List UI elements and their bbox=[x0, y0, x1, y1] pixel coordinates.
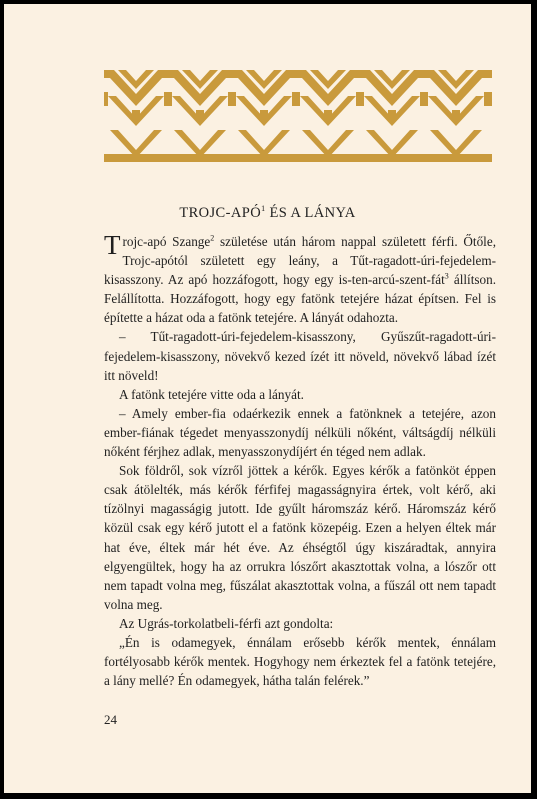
drop-cap: T bbox=[104, 230, 121, 260]
paragraph: – Tűt-ragadott-úri-fejedelem-kisasszony, Gyűszűt-ragadott-úri-fejedelem-kisasszony, növekvő kezed ízét itt növeld, növekvő lábad ízét itt növeld! bbox=[104, 329, 496, 383]
title-text: TROJC-APÓ bbox=[179, 204, 262, 221]
footnote-mark: 3 bbox=[444, 271, 449, 281]
paragraph: Sok földről, sok vízről jöttek a kérők. Egyes kérők a fatönköt éppen csak átölelték, más kérők férfifej magasságnyira értek, volt kérő, aki tízölnyi magasságig jutott. Ide gyűlt háromszáz kérő. Háromszáz kérő közül csak egy kérő jutott el a fatönk közepéig. Ezen a helyen éltek már hat éve, éltek már hét éve. Az éhségtől úgy kiszáradtak, annyira elgyengültek, hogy ha az orrukra lószőrt akasztottak volna, a lószőr ott nem tapadt volna meg, fűszálat akasztottak volna, a fűszál ott nem tapadt volna meg. bbox=[104, 463, 496, 612]
text-run: rojc-apó Szange bbox=[122, 234, 211, 249]
text-run: állítson. Felállította. Hozzáfogott, hogy egy fatönk tetejére házat építsen. Fel is építette a házat oda a fatönk tetejére. A lányát odahozta. bbox=[104, 272, 496, 326]
footnote-mark: 2 bbox=[210, 233, 215, 243]
folk-ornament-header bbox=[104, 70, 492, 162]
paragraph bbox=[104, 232, 496, 327]
paragraph: A fatönk tetejére vitte oda a lányát. bbox=[119, 386, 304, 402]
story-text bbox=[104, 232, 496, 690]
book-page bbox=[4, 4, 531, 793]
paragraph: „Én is odamegyek, énnálam erősebb kérők mentek, énnálam fortélyosabb kérők mentek. Hogyhogy nem érkeztek fel a fatönk tetejére, a lány mellé? Én odamegyek, hátha talán felérek.” bbox=[104, 634, 496, 689]
page-number: 24 bbox=[104, 712, 117, 727]
title-footnote-mark: 1 bbox=[261, 204, 266, 213]
paragraph: Az Ugrás-torkolatbeli-férfi azt gondolta: bbox=[119, 615, 334, 631]
chapter-title bbox=[4, 204, 531, 222]
title-text-rest: ÉS A LÁNYA bbox=[265, 204, 356, 221]
text-run: születése után három nappal született férfi. Őtőle, Trojc-apótól született egy leány, a Tűt-ragadott-úri-fejedelem-kisasszony. Az apó hozzáfogott, hogy egy is-ten-arcú-szent-fát bbox=[104, 234, 496, 288]
paragraph: – Amely ember-fia odaérkezik ennek a fatönknek a tetejére, azon ember-fiának tégedet menyasszonydíj nélküli nőként, váltságdíj nélküli nőként férjhez adlak, menyasszonydíjért én téged nem adlak. bbox=[104, 405, 496, 460]
